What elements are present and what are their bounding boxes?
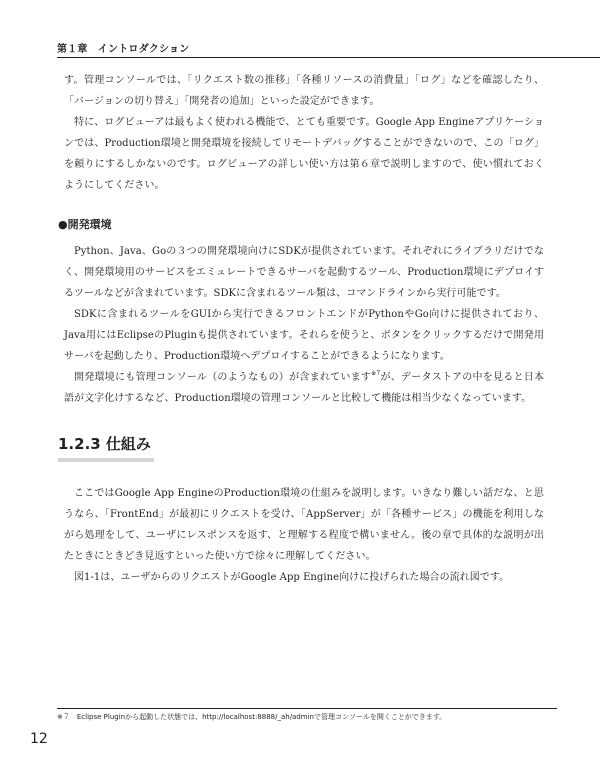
header-rule [57, 57, 600, 58]
section-header [58, 433, 544, 463]
section-title: 1.2.3 仕組み [58, 435, 151, 453]
running-head [0, 0, 600, 58]
dev-env-paragraph-sdk: Python、Java、Goの３つの開発環境向けにSDKが提供されています。それぞれにライブラリだけでなく、開発環境用のサービスをエミュレートできるサーバを起動するツール、Production環境にデプロイするツールなどが含まれています。SDKに含まれるツール類は、コマンドラインから実行可能です。 [64, 246, 544, 299]
intro-paragraph-log-viewer: 特に、ログビューアは最もよく使われる機能で、とても重要です。Google App Engineアプリケーションでは、Production環境と開発環境を接続してリモートデバッグすることができないので、この「ログ」を頼りにするしかないのです。ログビューアの詳しい使い方は第６章で説明しますので、使い慣れておくようにしてください。 [64, 117, 544, 191]
footnote-reference-7: ※7 [371, 370, 381, 377]
page-body [58, 70, 545, 588]
dev-env-console-text-end: が、データストアの中を見ると日本語が文字化けするなど、Production環境の管理コンソールと比較して機能は相当少なくなっています。 [64, 372, 545, 404]
footnote-rule [57, 708, 557, 709]
intro-paragraph-continued: す。管理コンソールでは、「リクエスト数の推移」「各種リソースの消費量」「ログ」などを確認したり、「バージョンの切り替え」「開発者の追加」といった設定ができます。 [64, 75, 544, 107]
chapter-label: 第１章 イントロダクション [57, 44, 190, 55]
section-paragraph-mechanism: ここではGoogle App EngineのProduction環境の仕組みを説明します。いきなり難しい話だな、と思うなら、「FrontEnd」が最初にリクエストを受け、「AppServer」が「各種サービス」の機能を利用しながら処理をして、ユーザにレスポンスを返す、と理解する程度で構いません。後の章で具体的な説明が出たときにときどき見返すといった使い方で徐々に理解してください。 [64, 488, 544, 562]
section-title-underline [58, 458, 154, 462]
page-number: 12 [30, 731, 48, 747]
dev-env-paragraph-console [64, 367, 544, 409]
footnote-7: ※７ Eclipse Pluginから起動した状態では、http://localhost:8888/_ah/adminで管理コンソールを開くことができます。 [57, 713, 447, 721]
dev-env-console-text-start: 開発環境にも管理コンソール（のようなもの）が含まれています [74, 372, 372, 383]
section-paragraph-figure-ref: 図1-1は、ユーザからのリクエストがGoogle App Engine向けに投げられた場合の流れ図です。 [74, 572, 510, 583]
subsection-heading-dev-env: ●開発環境 [58, 218, 112, 231]
footnote-area [57, 708, 557, 722]
dev-env-paragraph-gui: SDKに含まれるツールをGUIから実行できるフロントエンドがPythonやGo向けに提供されており、Java用にはEclipseのPluginも提供されています。それらを使うと、ボタンをクリックするだけで開発用サーバを起動したり、Production環境へデプロイすることができるようになります。 [64, 309, 544, 362]
